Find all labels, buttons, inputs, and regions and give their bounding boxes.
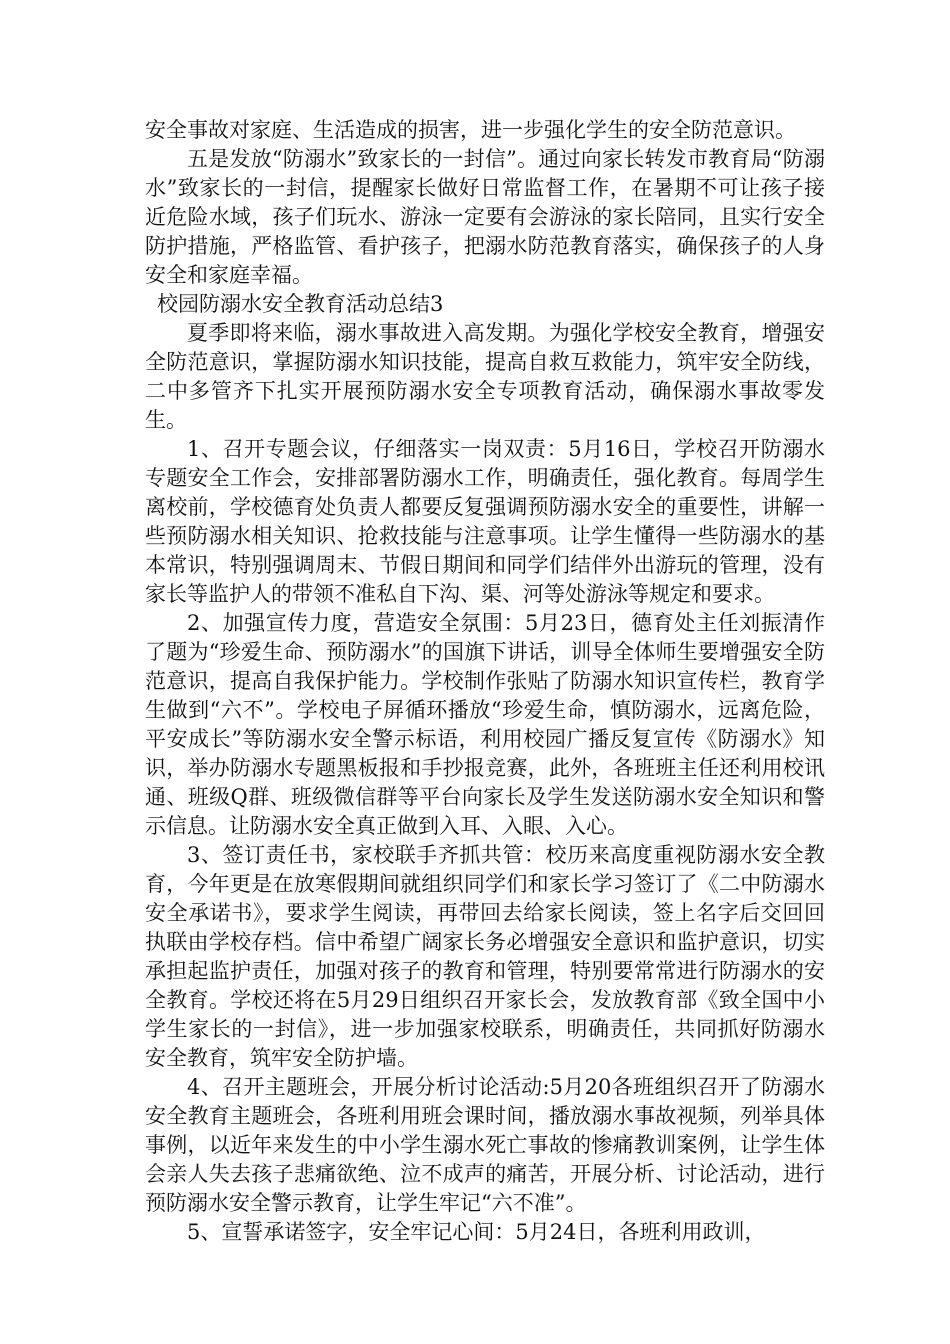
paragraph-item-1: 1、召开专题会议，仔细落实一岗双责：5月16日，学校召开防溺水专题安全工作会，安排部署防溺水工作，明确责任，强化教育。每周学生离校前，学校德育处负责人都要反复强调预防溺水安全的重要性，讲解一些预防溺水相关知识、抢救技能与注意事项。让学生懂得一些防溺水的基本常识，特别强调周末、节假日期间和同学们结伴外出游玩的管理，没有家长等监护人的带领不准私自下沟、渠、河等处游泳等规定和要求。: [145, 437, 825, 606]
paragraph-item-3: 3、签订责任书，家校联手齐抓共管：校历来高度重视防溺水安全教育，今年更是在放寒假期间就组织同学们和家长学习签订了《二中防溺水安全承诺书》，要求学生阅读，再带回去给家长阅读，签上名字后交回回执联由学校存档。信中希望广阔家长务必增强安全意识和监护意识，切实承担起监护责任，加强对孩子的教育和管理，特别要常常进行防溺水的安全教育。学校还将在5月29日组织召开家长会，发放教育部《致全国中小学生家长的一封信》，进一步加强家校联系，明确责任，共同抓好防溺水安全教育，筑牢安全防护墙。: [145, 843, 825, 1070]
document-page: [145, 116, 825, 1247]
paragraph-item-2: 2、加强宣传力度，营造安全氛围：5月23日，德育处主任刘振清作了题为“珍爱生命、预防溺水”的国旗下讲话，训导全体师生要增强安全防范意识，提高自我保护能力。学校制作张贴了防溺水知识宣传栏，教育学生做到“六不”。学校电子屏循环播放“珍爱生命，慎防溺水，远离危险，平安成长”等防溺水安全警示标语，利用校园广播反复宣传《防溺水》知识，举办防溺水专题黑板报和手抄报竞赛，此外，各班班主任还利用校讯通、班级Q群、班级微信群等平台向家长及学生发送防溺水安全知识和警示信息。让防溺水安全真正做到入耳、入眼、入心。: [145, 611, 825, 838]
paragraph-continued: 安全事故对家庭、生活造成的损害，进一步强化学生的安全防范意识。: [145, 118, 796, 142]
paragraph-item-4: 4、召开主题班会，开展分析讨论活动:5月20各班组织召开了防溺水安全教育主题班会，各班利用班会课时间，播放溺水事故视频，列举具体事例，以近年来发生的中小学生溺水死亡事故的惨痛教训案例，让学生体会亲人失去孩子悲痛欲绝、泣不成声的痛苦，开展分析、讨论活动，进行预防溺水安全警示教育，让学生牢记“六不准”。: [145, 1075, 825, 1215]
section-title: 校园防溺水安全教育活动总结3: [157, 292, 444, 316]
paragraph-letter-to-parents: 五是发放“防溺水”致家长的一封信”。通过向家长转发市教育局“防溺水”致家长的一封信，提醒家长做好日常监督工作，在暑期不可让孩子接近危险水域，孩子们玩水、游泳一定要有会游泳的家长陪同，且实行安全防护措施，严格监管、看护孩子，把溺水防范教育落实，确保孩子的人身安全和家庭幸福。: [145, 147, 825, 287]
paragraph-intro: 夏季即将来临，溺水事故进入高发期。为强化学校安全教育，增强安全防范意识，掌握防溺水知识技能，提高自救互救能力，筑牢安全防线，二中多管齐下扎实开展预防溺水安全专项教育活动，确保溺水事故零发生。: [145, 321, 825, 432]
paragraph-item-5: 5、宣誓承诺签字，安全牢记心间：5月24日，各班利用政训，: [187, 1220, 766, 1244]
